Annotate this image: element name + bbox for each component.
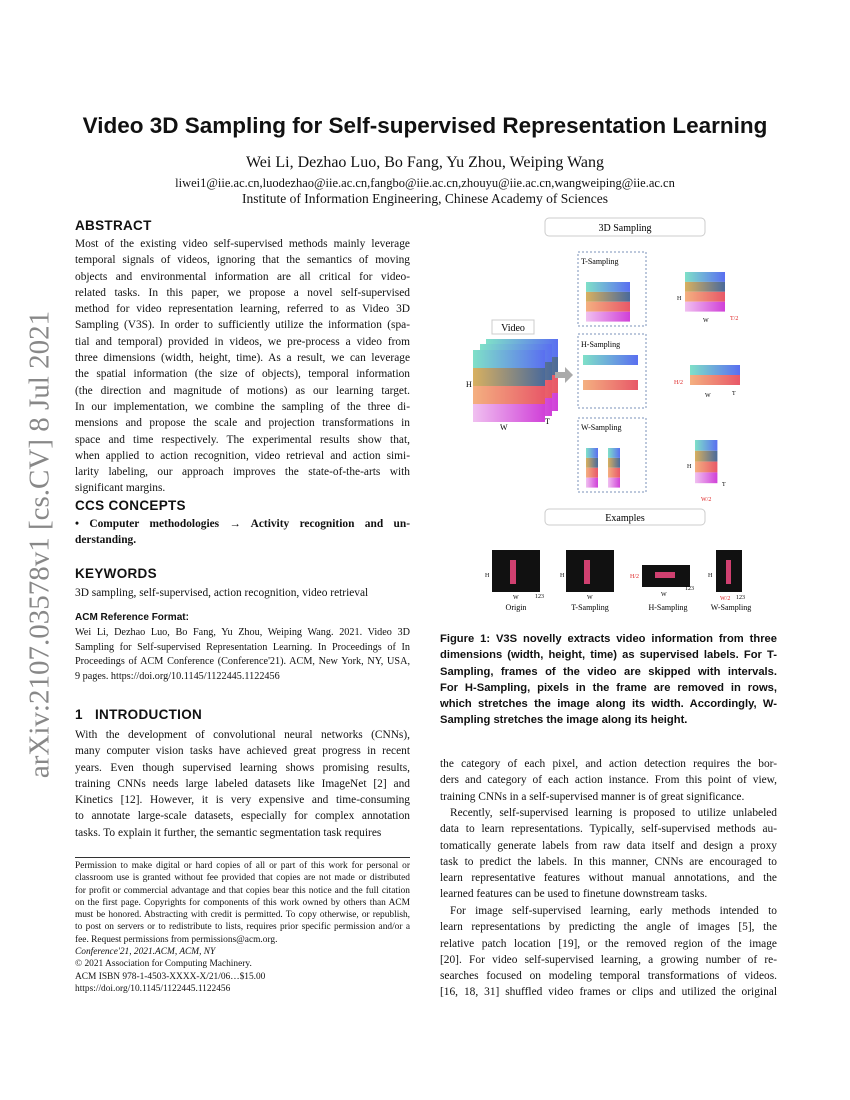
axis-w: W — [500, 423, 508, 432]
label-video: Video — [501, 323, 525, 334]
text-line: [20]. For video self-supervised learning, a growing number of re- — [440, 953, 777, 966]
text-line: Sampling for Self-supervised Representation Learning. In Proceedings of In — [75, 641, 410, 653]
text-line: Kinetics [12]. However, it is very expensive and time-consuming — [75, 794, 410, 807]
institution: Institute of Information Engineering, Chinese Academy of Sciences — [242, 191, 608, 206]
ex-label-origin: Origin — [505, 603, 527, 612]
text-line: learn representative features without manual annotations, and the — [440, 872, 777, 885]
h-out-w: W — [705, 393, 711, 399]
label-3d-sampling: 3D Sampling — [598, 223, 652, 234]
acm-ref-heading: ACM Reference Format: — [75, 612, 189, 623]
h-sampling-label: H-Sampling — [581, 340, 621, 349]
footnote-rule — [75, 857, 410, 858]
section-number: 1 — [75, 707, 83, 722]
text-line: to annotate large-scale datasets, especially for complex annotation — [75, 810, 410, 823]
text-line: when applied to action recognition, video retrieval and action simi- — [75, 449, 410, 462]
text-line: which stretches the image along its width. Accordingly, W- — [440, 698, 777, 711]
video-cube — [473, 339, 558, 422]
text-line: related tasks. In this paper, we propose a novel self-supervised — [75, 286, 410, 299]
ccs-body — [75, 516, 410, 549]
text-line: Proceedings of ACM Conference (Conference'21). ACM, New York, NY, USA, — [75, 656, 410, 667]
text-line: With the development of convolutional neural networks (CNNs), — [75, 729, 410, 741]
text-line: relative patch location [19], or the removed region of the image — [440, 937, 777, 950]
text-line: three dimensions (width, height, time). As a result, we can leverage — [75, 352, 410, 365]
right-para-1 — [440, 756, 777, 805]
ex-w-half: W/2 — [720, 596, 731, 602]
ex-h3: H — [708, 573, 713, 579]
figure-caption — [440, 631, 777, 729]
doi-line: https://doi.org/10.1145/1122445.1122456 — [75, 983, 231, 994]
isbn-line: ACM ISBN 978-1-4503-XXXX-X/21/06…$15.00 — [75, 971, 266, 982]
text-line: years. Even though supervised learning shows promising results, — [75, 761, 410, 774]
text-line: to post on servers or to redistribute to lists, requires prior specific permission and/or a — [75, 922, 410, 933]
text-line: In our implementation, we combine the sampling of the three di- — [75, 400, 410, 413]
text-line: (the direction and magnitude of motions) as our learning target. — [75, 384, 410, 397]
text-line: mensions and propose the scale and projection transformations in — [75, 417, 410, 430]
text-line: data to learn representations. Typically, self-supervised methods au- — [440, 823, 777, 836]
intro-body — [75, 727, 410, 841]
right-para-3 — [440, 903, 777, 1001]
text-line: Wei Li, Dezhao Luo, Bo Fang, Yu Zhou, Weiping Wang. 2021. Video 3D — [75, 627, 410, 638]
text-line: the spatial information (the size of objects), temporal information — [75, 368, 410, 381]
text-line: objects and environmental information are all critical for video- — [75, 270, 410, 283]
paper-title: Video 3D Sampling for Self-supervised Representation Learning — [82, 113, 768, 138]
axis-h: H — [466, 380, 472, 389]
ex-h2: H — [560, 573, 565, 579]
arxiv-stamp: arXiv:2107.03578v1 [cs.CV] 8 Jul 2021 — [23, 310, 56, 779]
text-line: [16, 18, 31] shuffled video frames or clips and utilized the original — [440, 986, 777, 999]
ex-label-w: W-Sampling — [710, 603, 752, 612]
ex-label-t: T-Sampling — [571, 603, 609, 612]
text-line: training CNNs in a self-supervised manner is of great significance. — [440, 790, 745, 803]
text-line: tial and temporal) provided in videos, we pre-process a video from — [75, 335, 410, 348]
keywords-text: 3D sampling, self-supervised, action recognition, video retrieval — [75, 587, 369, 599]
ex-frames-h: 123 — [685, 586, 694, 592]
text-line: For H-Sampling, pixels in the frame are removed in rows, — [440, 681, 777, 694]
intro-heading — [75, 707, 202, 722]
text-line: learn representations by predicting the angle of images [5], the — [440, 921, 777, 934]
t-sampling-label: T-Sampling — [581, 257, 619, 266]
text-line: Sampling (V3S). In order to sufficiently utilize the information (spa- — [75, 319, 410, 332]
ccs-heading: CCS CONCEPTS — [75, 498, 186, 513]
text-line: dimensions (width, height, time) as supervised labels. For T- — [440, 649, 777, 662]
copyright-line: © 2021 Association for Computing Machinery. — [75, 959, 252, 970]
text-line: the category of each pixel, and action detection requires the bor- — [440, 758, 777, 770]
footnote-permission — [75, 860, 410, 946]
w-out-t: T — [722, 482, 726, 488]
text-line: learned features can be used to finetune downstream tasks. — [440, 888, 708, 901]
text-line: significant margins. — [75, 482, 166, 495]
abstract-body — [75, 236, 410, 497]
ex-w3: W — [661, 592, 667, 598]
text-line: training CNNs needs large labeled datasets like ImageNet [2] and — [75, 777, 410, 790]
author-emails: liwei1@iie.ac.cn,luodezhao@iie.ac.cn,fangbo@iie.ac.cn,zhouyu@iie.ac.cn,wangweiping@iie.ac.cn — [175, 176, 675, 190]
ex-label-h: H-Sampling — [648, 603, 688, 612]
text-line: tasks. To explain it further, the semantic segmentation task requires — [75, 826, 382, 839]
text-line: Most of the existing video self-supervised methods mainly leverage — [75, 238, 410, 250]
text-line: searches focused on modeling temporal transformations of videos. — [440, 970, 777, 983]
w-out-w2: W/2 — [701, 497, 712, 503]
text-line: For image self-supervised learning, early methods intended to — [450, 905, 777, 917]
text-line: ders and category of each action instance. From this point of view, — [440, 774, 777, 787]
example-frames — [492, 550, 742, 592]
right-para-2 — [440, 805, 777, 903]
text-line: 9 pages. https://doi.org/10.1145/1122445.1122456 — [75, 670, 280, 682]
text-line: Recently, self-supervised learning is proposed to utilize unlabeled — [450, 807, 777, 819]
text-line: for profit or commercial advantage and that copies bear this notice and the full citation — [75, 885, 410, 896]
text-line: Figure 1: V3S novelly extracts video information from three — [440, 633, 777, 645]
text-line: classroom use is granted without fee provided that copies are not made or distributed — [75, 873, 410, 884]
w-out-h: H — [687, 464, 692, 470]
ex-h-half: H/2 — [630, 574, 639, 580]
t-out-h: H — [677, 296, 682, 302]
ex-h: H — [485, 573, 490, 579]
text-line: many computer vision tasks have achieved great progress in recent — [75, 745, 410, 758]
text-line: tomatically generate labels from raw data itself and design a proxy — [440, 839, 777, 852]
h-out-h2: H/2 — [674, 380, 683, 386]
t-out-t2: T/2 — [730, 316, 739, 322]
text-line: temporal signals of videos, ignoring that the semantics of moving — [75, 254, 410, 267]
ex-w: W — [513, 595, 519, 601]
text-line: fee. Request permissions from permissions@acm.org. — [75, 934, 278, 945]
text-line: larity labeling, our approach improves the state-of-the-arts with — [75, 466, 410, 479]
h-out-t: T — [732, 391, 736, 397]
conference-line: Conference'21, 2021.ACM, ACM, NY — [75, 947, 216, 957]
axis-t: T — [545, 417, 550, 426]
label-examples: Examples — [605, 513, 645, 524]
authors: Wei Li, Dezhao Luo, Bo Fang, Yu Zhou, Weiping Wang — [245, 154, 604, 171]
text-line: Sampling, frames of the video are skipped with intervals. — [440, 665, 777, 678]
ex-frames: 123 — [535, 594, 544, 600]
section-title: INTRODUCTION — [94, 707, 203, 722]
text-line: Sampling stretches the image along its height. — [440, 714, 688, 727]
abstract-heading: ABSTRACT — [75, 218, 152, 233]
acm-ref-body — [75, 626, 410, 684]
text-line: Permission to make digital or hard copies of all or part of this work for personal or — [75, 861, 410, 871]
text-line: • Computer methodologies → Activity recognition and un- — [75, 518, 410, 530]
text-line: task to predict the labels. In this manner, CNNs are encouraged to — [440, 855, 777, 868]
footnote-meta — [75, 946, 410, 995]
ex-frames-w: 123 — [736, 595, 745, 601]
ex-w2: W — [587, 595, 593, 601]
text-line: on the first page. Copyrights for components of this work owned by others than ACM — [75, 897, 410, 908]
text-line: space and time respectively. The experimental results show that, — [75, 433, 410, 446]
keywords-heading: KEYWORDS — [75, 566, 157, 581]
w-sampling-label: W-Sampling — [581, 423, 622, 432]
text-line: method for video representation learning, referred to as Video 3D — [75, 303, 410, 316]
t-out-w: W — [703, 318, 709, 324]
figure-1 — [440, 210, 780, 620]
text-line: must be honored. Abstracting with credit is permitted. To copy otherwise, or republish, — [75, 910, 410, 921]
text-line: derstanding. — [75, 534, 137, 547]
